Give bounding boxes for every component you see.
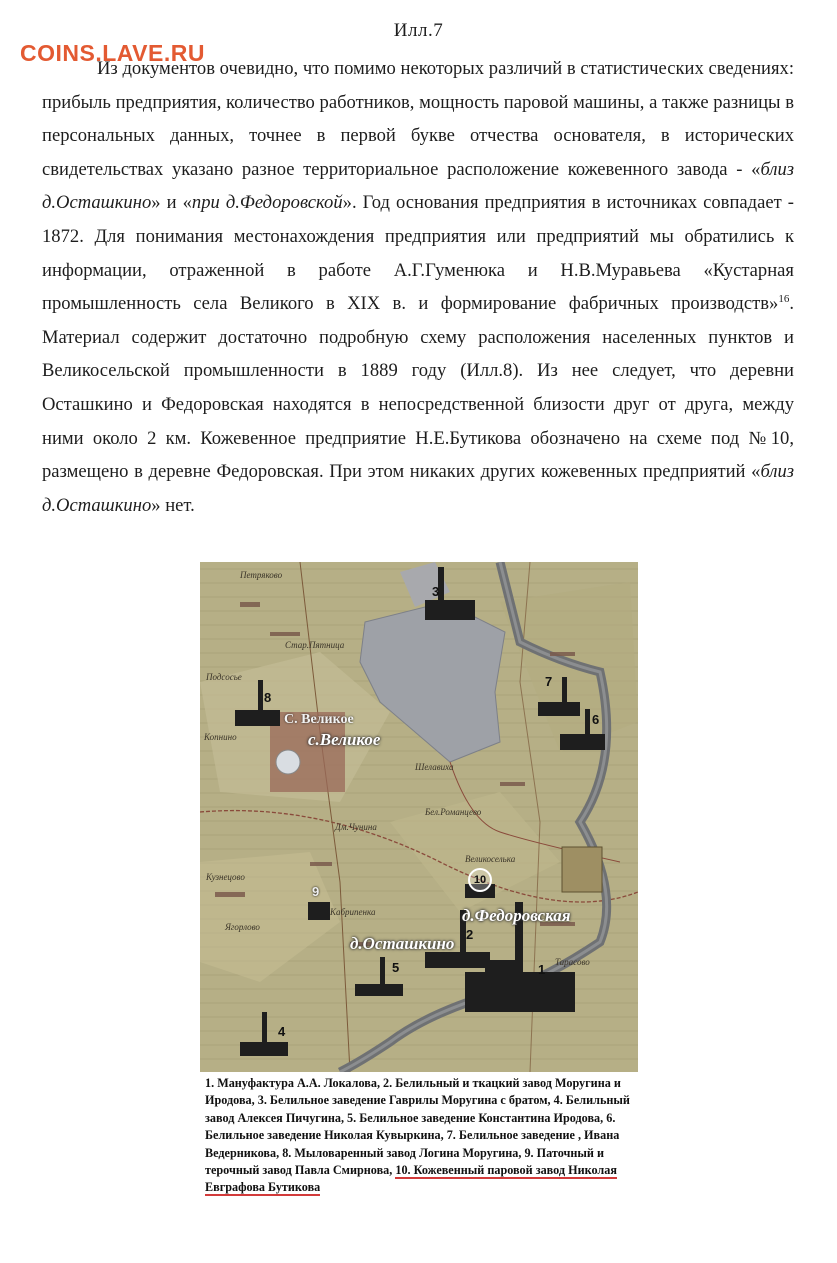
map-graphic (200, 562, 638, 1072)
map-legend (205, 1075, 645, 1197)
factory-number-2: 2 (466, 927, 474, 942)
map-label-ostashkino: д.Осташкино (350, 934, 455, 953)
factory-number-7: 7 (545, 674, 553, 689)
map-label-fedorovskaya: д.Федоровская (462, 906, 571, 925)
factory-number-5: 5 (392, 960, 400, 975)
quote-ostashkino: близ д.Осташкино (42, 158, 794, 214)
paragraph-part-1: Из документов очевидно, что помимо некоторых различий в статистических сведениях: прибыль предприятия, количество работников, мощность паровой машины, а также разницы в персональных данных, точнее в первой букве отчества основателя, в исторических свидетельствах указано разное территориальное расположение кожевенного завода - « (42, 58, 794, 180)
map-label-podsosye: Подсосье (206, 672, 242, 682)
map-label-kuznetsovo: Кузнецово (206, 872, 245, 882)
factory-number-6: 6 (592, 712, 600, 727)
map-label-tarasovo: Тарасово (555, 957, 590, 967)
factory-number-10-circle: 10 (468, 868, 492, 892)
map-label-shelavikha: Шелавиха (415, 762, 454, 772)
paragraph-part-3: ». Год основания предприятия в источниках совпадает - 1872. Для понимания местонахождения предприятия или предприятий мы обратились к информации, отраженной в работе А.Г.Гуменюка и Н.В.Муравьева «Кустарная промышленность села Великого в XIX в. и формирование фабричных производств» (42, 192, 795, 315)
factory-number-3: 3 (432, 584, 440, 599)
factory-number-8: 8 (264, 690, 272, 705)
legend-text: 1. Мануфактура А.А. Локалова, 2. Белильный и ткацкий завод Моругина и Иродова, 3. Белильное заведение Гаврилы Моругина с братом, 4. Белильный завод Алексея Пичугина, 5. Белильное заведение Константина Иродова, 6. Белильное заведение Николая Кувыркина, 7. Белильное заведение , Ивана Ведерникова, 8. Мыловаренный завод Логина Моругина, 9. Паточный и терочный завод Павла Смирнова, (205, 1076, 630, 1178)
map-label-kabripenka: Кабрипенка (330, 907, 376, 917)
quote-fedorovskaya: при д.Федоровской (191, 192, 343, 214)
map-label-petryakovo: Петряково (240, 570, 283, 580)
paragraph-part-5: » нет. (151, 494, 195, 516)
paragraph-part-4: . Материал содержит достаточно подробную схему расположения населенных пунктов и Великосельской промышленности в 1889 году (Илл.8). Из нее следует, что деревни Осташкино и Федоровская находятся в непосредственной близости друг от друга, между ними около 2 км. Кожевенное предприятие Н.Е.Бутикова обозначено на схеме под №10, размещено в деревне Федоровская. При этом никаких других кожевенных предприятий « (42, 293, 794, 483)
map-label-yagorlovo: Ягорлово (225, 922, 260, 932)
body-paragraph (42, 52, 794, 522)
historical-map (200, 562, 638, 1072)
footnote-ref: 16 (778, 292, 790, 305)
page-heading: Илл.7 (393, 20, 444, 41)
factory-number-1: 1 (538, 962, 546, 977)
legend-highlight: 10. Кожевенный паровой завод Николая Евграфова Бутикова (205, 1163, 617, 1195)
paragraph-part-2: » и « (151, 192, 192, 214)
map-label-kopnino: Копнино (204, 732, 237, 742)
map-label-velikoselka: Великоселька (465, 854, 516, 864)
quote-ostashkino-2: близ д.Осташкино (42, 461, 794, 516)
map-label-velikoe-old: С. Великое (284, 712, 354, 727)
watermark: COINS.LAVE.RU (20, 40, 205, 66)
map-label-velikoe: с.Великое (308, 730, 381, 749)
factory-number-9: 9 (312, 884, 320, 899)
map-label-star-pyatnitsa: Стар.Пятница (285, 640, 345, 650)
map-label-bel-romantsevo: Бел.Романцево (425, 807, 482, 817)
factory-number-4: 4 (278, 1024, 286, 1039)
map-label-chunina: Дм.Чунина (335, 822, 377, 832)
